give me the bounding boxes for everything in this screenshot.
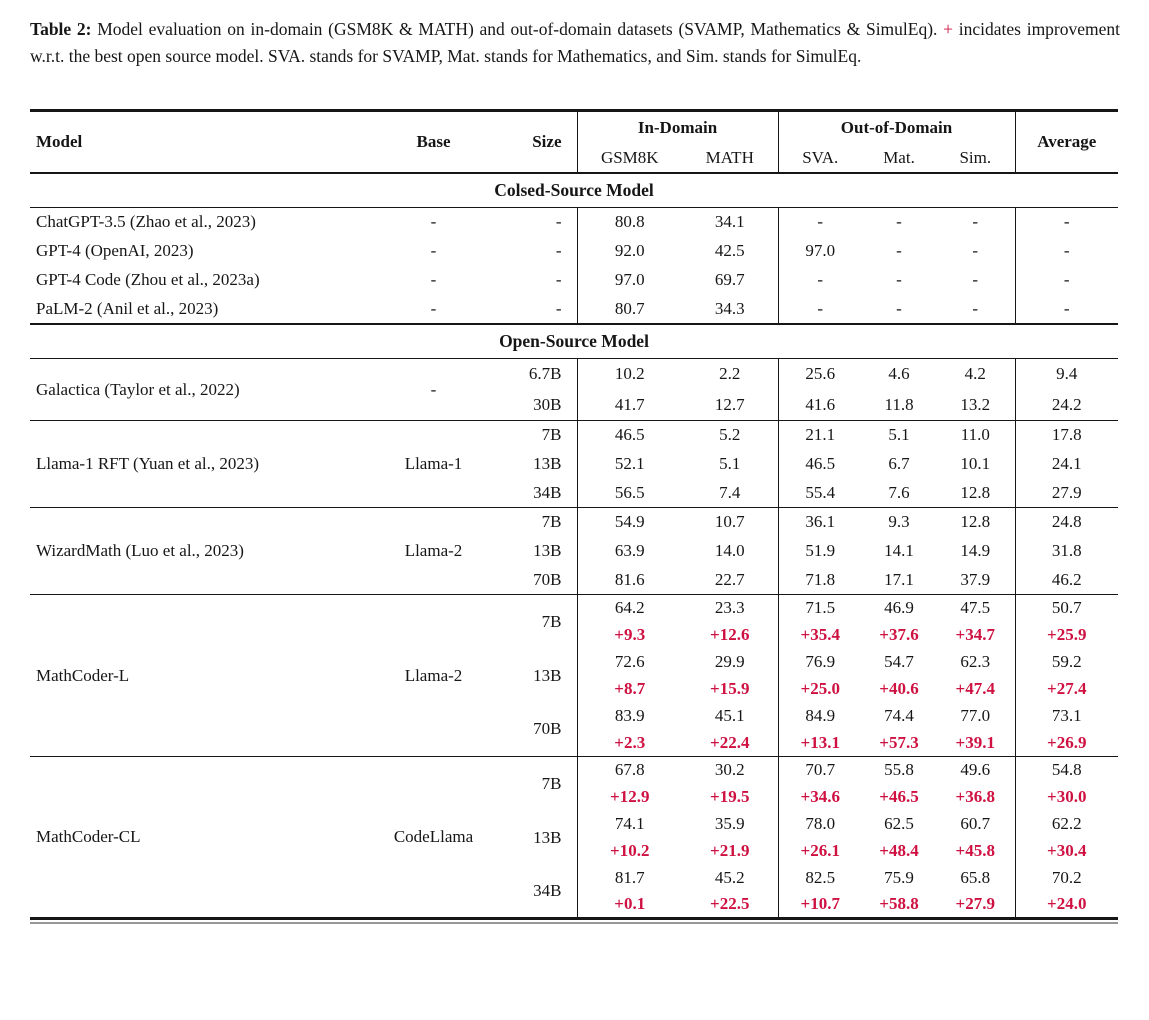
value-cell: 49.6 bbox=[936, 757, 1015, 784]
value-cell: 42.5 bbox=[682, 237, 778, 266]
value-cell: 72.6 bbox=[614, 652, 645, 672]
value-cell: 52.1 bbox=[614, 454, 645, 474]
model-name-cell: GPT-4 (OpenAI, 2023) bbox=[36, 241, 194, 261]
delta-cell: +15.9 bbox=[682, 676, 778, 703]
value-cell: 75.9 bbox=[884, 868, 914, 888]
value-cell: - bbox=[936, 237, 1015, 266]
delta-cell: +35.4 bbox=[800, 625, 840, 645]
value-cell: 12.8 bbox=[936, 508, 1015, 537]
value-cell: - bbox=[936, 266, 1015, 295]
size-cell: 13B bbox=[497, 811, 577, 865]
value-cell: 11.8 bbox=[884, 394, 914, 414]
value-cell: 69.7 bbox=[682, 266, 778, 295]
model-name-cell: MathCoder-CL bbox=[36, 827, 141, 847]
value-cell: - bbox=[1063, 212, 1070, 232]
delta-cell: +37.6 bbox=[879, 625, 919, 645]
table-row bbox=[30, 508, 1118, 537]
value-cell: - bbox=[817, 298, 824, 318]
delta-cell: +25.9 bbox=[1047, 625, 1087, 645]
value-cell: 70.7 bbox=[805, 760, 836, 780]
value-cell: 45.1 bbox=[682, 703, 778, 730]
value-cell: 11.0 bbox=[936, 421, 1015, 450]
delta-cell: +8.7 bbox=[614, 679, 646, 699]
value-cell: 36.1 bbox=[805, 512, 836, 532]
value-cell: 84.9 bbox=[805, 706, 836, 726]
value-cell: 5.2 bbox=[682, 421, 778, 450]
delta-cell: +30.0 bbox=[1047, 787, 1087, 807]
delta-cell: +46.5 bbox=[879, 787, 919, 807]
value-cell: 56.5 bbox=[614, 482, 645, 502]
value-cell: 23.3 bbox=[682, 595, 778, 622]
value-cell: 45.2 bbox=[682, 865, 778, 892]
value-cell: 9.4 bbox=[1056, 364, 1078, 384]
delta-cell: +21.9 bbox=[682, 838, 778, 865]
value-cell: - bbox=[817, 212, 824, 232]
base-cell: - bbox=[430, 298, 437, 318]
model-name-cell: Llama-1 RFT (Yuan et al., 2023) bbox=[36, 454, 260, 474]
size-cell: - bbox=[497, 208, 577, 237]
model-name-cell: Galactica (Taylor et al., 2022) bbox=[36, 379, 240, 399]
table-row bbox=[30, 359, 1118, 390]
delta-cell: +22.5 bbox=[682, 892, 778, 919]
model-group bbox=[30, 595, 1118, 757]
value-cell: 74.4 bbox=[884, 706, 914, 726]
base-cell: Llama-2 bbox=[404, 665, 463, 685]
value-cell: 71.8 bbox=[805, 569, 836, 589]
value-cell: 62.3 bbox=[936, 649, 1015, 676]
value-cell: 82.5 bbox=[805, 868, 836, 888]
value-cell: 30.2 bbox=[682, 757, 778, 784]
value-cell: 35.9 bbox=[682, 811, 778, 838]
base-cell: - bbox=[430, 379, 437, 399]
value-cell: 74.1 bbox=[614, 814, 645, 834]
value-cell: - bbox=[896, 270, 902, 290]
value-cell: 34.3 bbox=[682, 295, 778, 324]
value-cell: 12.8 bbox=[936, 479, 1015, 508]
delta-cell: +2.3 bbox=[614, 732, 646, 752]
value-cell: 7.4 bbox=[682, 479, 778, 508]
header-col-gsm8k: GSM8K bbox=[600, 147, 659, 167]
delta-cell: +25.0 bbox=[800, 679, 840, 699]
value-cell: 64.2 bbox=[614, 598, 645, 618]
base-cell: - bbox=[430, 241, 437, 261]
model-group bbox=[30, 266, 1118, 295]
delta-cell: +45.8 bbox=[936, 838, 1015, 865]
delta-cell: +57.3 bbox=[879, 732, 919, 752]
size-cell: 7B bbox=[497, 757, 577, 811]
size-cell: 34B bbox=[497, 865, 577, 919]
value-cell: 6.7 bbox=[888, 454, 910, 474]
header-col-mat: Mat. bbox=[883, 147, 915, 167]
value-cell: 14.0 bbox=[682, 537, 778, 566]
value-cell: - bbox=[936, 208, 1015, 237]
value-cell: 46.5 bbox=[614, 425, 645, 445]
model-name-cell: MathCoder-L bbox=[36, 665, 130, 685]
delta-cell: +40.6 bbox=[879, 679, 919, 699]
value-cell: 92.0 bbox=[614, 241, 645, 261]
value-cell: 10.7 bbox=[682, 508, 778, 537]
delta-cell: +34.6 bbox=[800, 787, 840, 807]
value-cell: 21.1 bbox=[805, 425, 836, 445]
base-cell: Llama-1 bbox=[404, 454, 463, 474]
size-cell: 7B bbox=[497, 421, 577, 450]
value-cell: 62.5 bbox=[884, 814, 914, 834]
table-caption bbox=[30, 16, 1120, 69]
value-cell: 4.2 bbox=[936, 359, 1015, 390]
delta-cell: +34.7 bbox=[936, 622, 1015, 649]
delta-cell: +22.4 bbox=[682, 730, 778, 757]
value-cell: 14.1 bbox=[884, 541, 914, 561]
value-cell: 97.0 bbox=[614, 270, 645, 290]
value-cell: 7.6 bbox=[888, 482, 910, 502]
value-cell: - bbox=[936, 295, 1015, 324]
size-cell: 70B bbox=[497, 566, 577, 595]
value-cell: 83.9 bbox=[614, 706, 645, 726]
value-cell: 81.7 bbox=[614, 868, 645, 888]
size-cell: 13B bbox=[497, 450, 577, 479]
delta-cell: +24.0 bbox=[1047, 894, 1087, 914]
bottom-rule-shadow bbox=[30, 922, 1118, 924]
delta-cell: +27.4 bbox=[1047, 679, 1087, 699]
header-group-out-of-domain: Out-of-Domain bbox=[778, 111, 1015, 144]
value-cell: - bbox=[896, 241, 902, 261]
value-cell: 54.9 bbox=[614, 512, 645, 532]
results-table bbox=[30, 109, 1118, 920]
size-cell: 34B bbox=[497, 479, 577, 508]
base-cell: - bbox=[430, 212, 437, 232]
value-cell: 60.7 bbox=[936, 811, 1015, 838]
value-cell: - bbox=[896, 212, 902, 232]
size-cell: 7B bbox=[497, 508, 577, 537]
header-group-in-domain: In-Domain bbox=[577, 111, 778, 144]
value-cell: 55.8 bbox=[884, 760, 914, 780]
model-group bbox=[30, 508, 1118, 595]
value-cell: 5.1 bbox=[888, 425, 910, 445]
header-size: Size bbox=[497, 111, 577, 173]
value-cell: 27.9 bbox=[1051, 482, 1082, 502]
model-group bbox=[30, 237, 1118, 266]
section-title-open: Open-Source Model bbox=[499, 330, 649, 351]
header-col-sim: Sim. bbox=[936, 144, 1015, 173]
value-cell: 41.6 bbox=[805, 394, 836, 414]
value-cell: 81.6 bbox=[614, 569, 645, 589]
delta-cell: +13.1 bbox=[800, 732, 840, 752]
table-row bbox=[30, 295, 1118, 324]
value-cell: 76.9 bbox=[805, 652, 836, 672]
table-row bbox=[30, 266, 1118, 295]
delta-cell: +47.4 bbox=[936, 676, 1015, 703]
model-group bbox=[30, 295, 1118, 324]
value-cell: 17.1 bbox=[884, 569, 914, 589]
value-cell: 34.1 bbox=[682, 208, 778, 237]
delta-cell: +36.8 bbox=[936, 784, 1015, 811]
header-model: Model bbox=[36, 131, 83, 151]
value-cell: 25.6 bbox=[805, 364, 836, 384]
delta-cell: +26.9 bbox=[1047, 732, 1087, 752]
value-cell: 2.2 bbox=[682, 359, 778, 390]
size-cell: - bbox=[497, 295, 577, 324]
section-open bbox=[30, 324, 1118, 359]
value-cell: 12.7 bbox=[682, 390, 778, 421]
table-row bbox=[30, 595, 1118, 622]
value-cell: 29.9 bbox=[682, 649, 778, 676]
caption-text-after-plus: incidates improvement w.r.t. the best open source model. SVA. stands for SVAMP, Mat. stands for Mathematics, and Sim. stands for SimulEq. bbox=[30, 19, 1121, 66]
value-cell: - bbox=[1063, 241, 1070, 261]
model-group bbox=[30, 208, 1118, 237]
delta-cell: +19.5 bbox=[682, 784, 778, 811]
value-cell: 14.9 bbox=[936, 537, 1015, 566]
header-base: Base bbox=[416, 131, 451, 151]
table-row bbox=[30, 421, 1118, 450]
base-cell: - bbox=[430, 270, 437, 290]
base-cell: Llama-2 bbox=[404, 541, 463, 561]
value-cell: 51.9 bbox=[805, 541, 836, 561]
value-cell: 67.8 bbox=[614, 760, 645, 780]
section-closed bbox=[30, 173, 1118, 208]
value-cell: - bbox=[896, 298, 902, 318]
size-cell: - bbox=[497, 237, 577, 266]
value-cell: 59.2 bbox=[1051, 652, 1082, 672]
value-cell: - bbox=[1063, 298, 1070, 318]
model-name-cell: ChatGPT-3.5 (Zhao et al., 2023) bbox=[36, 212, 256, 232]
value-cell: - bbox=[1063, 270, 1070, 290]
header-col-sva: SVA. bbox=[802, 147, 839, 167]
delta-cell: +27.9 bbox=[936, 892, 1015, 919]
table-header bbox=[30, 111, 1118, 173]
value-cell: 65.8 bbox=[936, 865, 1015, 892]
value-cell: 17.8 bbox=[1051, 425, 1082, 445]
value-cell: 46.2 bbox=[1051, 569, 1082, 589]
size-cell: 70B bbox=[497, 703, 577, 757]
delta-cell: +30.4 bbox=[1047, 841, 1087, 861]
model-group bbox=[30, 421, 1118, 508]
base-cell: CodeLlama bbox=[393, 827, 474, 847]
header-col-math: MATH bbox=[682, 144, 778, 173]
delta-cell: +12.6 bbox=[682, 622, 778, 649]
delta-cell: +10.7 bbox=[800, 894, 840, 914]
model-name-cell: WizardMath (Luo et al., 2023) bbox=[36, 541, 244, 561]
model-name-cell: PaLM-2 (Anil et al., 2023) bbox=[36, 298, 219, 318]
value-cell: 73.1 bbox=[1051, 706, 1082, 726]
delta-cell: +0.1 bbox=[614, 894, 646, 914]
value-cell: 80.8 bbox=[614, 212, 645, 232]
size-cell: 30B bbox=[497, 390, 577, 421]
model-group bbox=[30, 359, 1118, 421]
value-cell: - bbox=[817, 270, 824, 290]
caption-plus-sign: + bbox=[943, 19, 954, 39]
value-cell: 24.1 bbox=[1051, 454, 1082, 474]
value-cell: 24.8 bbox=[1051, 512, 1082, 532]
value-cell: 4.6 bbox=[888, 364, 910, 384]
value-cell: 63.9 bbox=[614, 541, 645, 561]
value-cell: 55.4 bbox=[805, 482, 836, 502]
value-cell: 41.7 bbox=[614, 394, 645, 414]
model-name-cell: GPT-4 Code (Zhou et al., 2023a) bbox=[36, 270, 260, 290]
value-cell: 9.3 bbox=[888, 512, 910, 532]
value-cell: 78.0 bbox=[805, 814, 836, 834]
value-cell: 37.9 bbox=[936, 566, 1015, 595]
value-cell: 47.5 bbox=[936, 595, 1015, 622]
size-cell: 7B bbox=[497, 595, 577, 649]
section-title-closed: Colsed-Source Model bbox=[494, 179, 654, 200]
value-cell: 31.8 bbox=[1051, 541, 1082, 561]
value-cell: 46.5 bbox=[805, 454, 836, 474]
size-cell: 13B bbox=[497, 649, 577, 703]
delta-cell: +58.8 bbox=[879, 894, 919, 914]
delta-cell: +26.1 bbox=[800, 841, 840, 861]
caption-label: Table 2: bbox=[30, 19, 92, 39]
model-group bbox=[30, 757, 1118, 919]
delta-cell: +48.4 bbox=[879, 841, 919, 861]
delta-cell: +10.2 bbox=[610, 841, 650, 861]
value-cell: 70.2 bbox=[1051, 868, 1082, 888]
value-cell: 5.1 bbox=[682, 450, 778, 479]
value-cell: 54.7 bbox=[884, 652, 914, 672]
size-cell: - bbox=[497, 266, 577, 295]
table-row bbox=[30, 237, 1118, 266]
value-cell: 80.7 bbox=[614, 298, 645, 318]
value-cell: 10.1 bbox=[936, 450, 1015, 479]
value-cell: 46.9 bbox=[884, 598, 914, 618]
value-cell: 62.2 bbox=[1051, 814, 1082, 834]
value-cell: 10.2 bbox=[614, 364, 645, 384]
value-cell: 24.2 bbox=[1051, 394, 1082, 414]
value-cell: 13.2 bbox=[936, 390, 1015, 421]
value-cell: 22.7 bbox=[682, 566, 778, 595]
value-cell: 71.5 bbox=[805, 598, 836, 618]
caption-text-before-plus: Model evaluation on in-domain (GSM8K & MATH) and out-of-domain datasets (SVAMP, Mathematics & SimulEq). bbox=[97, 19, 938, 39]
value-cell: 97.0 bbox=[805, 241, 836, 261]
table-row bbox=[30, 208, 1118, 237]
table-row bbox=[30, 757, 1118, 784]
value-cell: 54.8 bbox=[1051, 760, 1082, 780]
header-average: Average bbox=[1037, 131, 1097, 151]
size-cell: 13B bbox=[497, 537, 577, 566]
delta-cell: +9.3 bbox=[614, 625, 646, 645]
table-wrapper bbox=[30, 109, 1118, 924]
value-cell: 77.0 bbox=[936, 703, 1015, 730]
delta-cell: +12.9 bbox=[610, 787, 650, 807]
value-cell: 50.7 bbox=[1051, 598, 1082, 618]
delta-cell: +39.1 bbox=[936, 730, 1015, 757]
size-cell: 6.7B bbox=[497, 359, 577, 390]
